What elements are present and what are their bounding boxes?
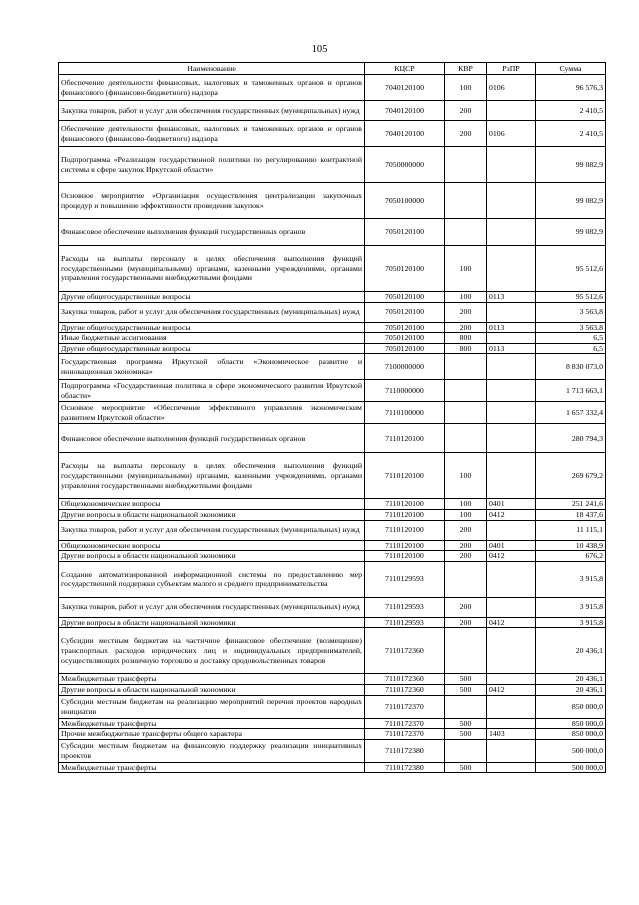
- cell-name: Расходы на выплаты персоналу в целях обеспечения выполнения функций государственными (муниципальными) органами, казенными учреждениями, органами управления государственными внебюджетными фондами: [59, 453, 365, 499]
- cell-kcsr: 7110129593: [365, 597, 445, 617]
- cell-rzpr: 1403: [487, 729, 536, 740]
- cell-kvr: 100: [445, 499, 487, 510]
- cell-rzpr: [487, 762, 536, 773]
- cell-kcsr: 7110120100: [365, 424, 445, 453]
- cell-sum: 6,5: [536, 343, 606, 354]
- cell-kvr: [445, 147, 487, 183]
- cell-kvr: 200: [445, 540, 487, 551]
- cell-rzpr: [487, 520, 536, 540]
- cell-kcsr: 7110172380: [365, 762, 445, 773]
- cell-sum: 2 410,5: [536, 101, 606, 121]
- cell-name: Прочие межбюджетные трансферты общего характера: [59, 729, 365, 740]
- table-row: [59, 424, 606, 453]
- cell-sum: 99 082,9: [536, 147, 606, 183]
- cell-sum: 95 512,6: [536, 246, 606, 292]
- header-sum: Сумма: [536, 63, 606, 75]
- cell-name: Межбюджетные трансферты: [59, 674, 365, 685]
- cell-kcsr: 7040120100: [365, 101, 445, 121]
- cell-kvr: 200: [445, 121, 487, 147]
- cell-rzpr: [487, 597, 536, 617]
- cell-rzpr: 0401: [487, 499, 536, 510]
- cell-kvr: 500: [445, 729, 487, 740]
- cell-name: Закупка товаров, работ и услуг для обеспечения государственных (муниципальных) нужд: [59, 597, 365, 617]
- cell-sum: 95 512,6: [536, 292, 606, 303]
- cell-sum: 8 830 073,0: [536, 354, 606, 380]
- cell-kvr: 500: [445, 684, 487, 695]
- cell-sum: 6,5: [536, 333, 606, 344]
- cell-sum: 850 000,0: [536, 718, 606, 729]
- header-kvr: КВР: [445, 63, 487, 75]
- cell-rzpr: [487, 695, 536, 718]
- table-row: [59, 354, 606, 380]
- cell-rzpr: [487, 628, 536, 674]
- cell-name: Другие вопросы в области национальной экономики: [59, 617, 365, 628]
- cell-sum: 99 082,9: [536, 183, 606, 219]
- cell-kvr: [445, 424, 487, 453]
- cell-sum: 3 915,8: [536, 597, 606, 617]
- cell-rzpr: 0412: [487, 551, 536, 562]
- table-row: [59, 402, 606, 424]
- cell-name: Другие вопросы в области национальной экономики: [59, 509, 365, 520]
- cell-sum: 500 000,0: [536, 762, 606, 773]
- cell-kcsr: 7050120100: [365, 246, 445, 292]
- cell-sum: 850 000,0: [536, 729, 606, 740]
- cell-rzpr: [487, 246, 536, 292]
- table-row: [59, 509, 606, 520]
- cell-kvr: [445, 739, 487, 762]
- cell-rzpr: [487, 302, 536, 322]
- cell-name: Другие вопросы в области национальной экономики: [59, 551, 365, 562]
- cell-kvr: 500: [445, 674, 487, 685]
- table-row: [59, 292, 606, 303]
- table-row: [59, 75, 606, 101]
- cell-name: Закупка товаров, работ и услуг для обеспечения государственных (муниципальных) нужд: [59, 101, 365, 121]
- cell-kcsr: 7110172370: [365, 718, 445, 729]
- cell-sum: 269 679,2: [536, 453, 606, 499]
- cell-kcsr: 7110172360: [365, 628, 445, 674]
- cell-kcsr: 7110120100: [365, 509, 445, 520]
- cell-name: Субсидии местным бюджетам на реализацию мероприятий перечня проектов народных инициатив: [59, 695, 365, 718]
- cell-sum: 2 410,5: [536, 121, 606, 147]
- cell-kvr: [445, 628, 487, 674]
- cell-sum: 11 115,1: [536, 520, 606, 540]
- table-row: [59, 684, 606, 695]
- table-row: [59, 674, 606, 685]
- cell-kvr: [445, 402, 487, 424]
- table-row: [59, 246, 606, 292]
- cell-rzpr: [487, 101, 536, 121]
- cell-kcsr: 7110120100: [365, 551, 445, 562]
- cell-kcsr: 7110100000: [365, 402, 445, 424]
- cell-sum: 96 576,3: [536, 75, 606, 101]
- cell-kcsr: 7050120100: [365, 322, 445, 333]
- cell-name: Обеспечение деятельности финансовых, налоговых и таможенных органов и органов финансового (финансово-бюджетного) надзора: [59, 121, 365, 147]
- cell-kvr: [445, 183, 487, 219]
- table-row: [59, 718, 606, 729]
- cell-sum: 99 082,9: [536, 219, 606, 246]
- cell-kvr: 200: [445, 322, 487, 333]
- cell-kcsr: 7110120100: [365, 453, 445, 499]
- cell-rzpr: 0412: [487, 684, 536, 695]
- table-row: [59, 739, 606, 762]
- cell-name: Государственная программа Иркутской области «Экономическое развитие и инновационная экономика»: [59, 354, 365, 380]
- table-row: [59, 219, 606, 246]
- table-row: [59, 520, 606, 540]
- cell-name: Финансовое обеспечение выполнения функций государственных органов: [59, 219, 365, 246]
- cell-kcsr: 7100000000: [365, 354, 445, 380]
- cell-rzpr: 0106: [487, 75, 536, 101]
- cell-sum: 1 657 332,4: [536, 402, 606, 424]
- cell-kcsr: 7110120100: [365, 540, 445, 551]
- cell-name: Общеэкономические вопросы: [59, 540, 365, 551]
- table-row: [59, 695, 606, 718]
- cell-kcsr: 7040120100: [365, 75, 445, 101]
- cell-rzpr: [487, 561, 536, 597]
- cell-kcsr: 7050120100: [365, 302, 445, 322]
- cell-sum: 20 436,1: [536, 684, 606, 695]
- cell-rzpr: [487, 333, 536, 344]
- cell-sum: 1 713 663,1: [536, 380, 606, 402]
- table-row: [59, 147, 606, 183]
- cell-kvr: 200: [445, 617, 487, 628]
- cell-kvr: [445, 354, 487, 380]
- cell-rzpr: [487, 424, 536, 453]
- table-row: [59, 101, 606, 121]
- table-row: [59, 499, 606, 510]
- table-row: [59, 561, 606, 597]
- cell-kvr: [445, 561, 487, 597]
- table-row: [59, 762, 606, 773]
- cell-sum: 10 438,9: [536, 540, 606, 551]
- table-row: [59, 453, 606, 499]
- cell-name: Расходы на выплаты персоналу в целях обеспечения выполнения функций государственными (муниципальными) органами, казенными учреждениями, органами управления государственными внебюджетными фондами: [59, 246, 365, 292]
- cell-kvr: [445, 695, 487, 718]
- table-body: [59, 75, 606, 773]
- cell-rzpr: [487, 453, 536, 499]
- cell-kcsr: 7110000000: [365, 380, 445, 402]
- page-number: 105: [311, 44, 328, 55]
- cell-name: Основное мероприятие «Организация осуществления централизации закупочных процедур и повышение эффективности проведения закупок»: [59, 183, 365, 219]
- table-row: [59, 183, 606, 219]
- cell-kvr: 200: [445, 302, 487, 322]
- cell-name: Основное мероприятие «Обеспечение эффективного управления экономическим развитием Иркутской области»: [59, 402, 365, 424]
- cell-name: Другие общегосударственные вопросы: [59, 292, 365, 303]
- cell-kvr: 100: [445, 292, 487, 303]
- cell-rzpr: 0113: [487, 322, 536, 333]
- cell-name: Закупка товаров, работ и услуг для обеспечения государственных (муниципальных) нужд: [59, 302, 365, 322]
- table-row: [59, 597, 606, 617]
- cell-kcsr: 7110172360: [365, 674, 445, 685]
- cell-rzpr: 0106: [487, 121, 536, 147]
- header-name: Наименование: [59, 63, 365, 75]
- cell-kvr: 500: [445, 762, 487, 773]
- cell-name: Субсидии местным бюджетам на частичное финансовое обеспечение (возмещение) транспортных расходов юридических лиц и индивидуальных предпринимателей, осуществляющих розничную торговлю и доставку продовольственных товаров: [59, 628, 365, 674]
- cell-kvr: 200: [445, 551, 487, 562]
- cell-kvr: 200: [445, 101, 487, 121]
- cell-sum: 3 563,8: [536, 302, 606, 322]
- cell-rzpr: [487, 219, 536, 246]
- cell-name: Межбюджетные трансферты: [59, 718, 365, 729]
- cell-kcsr: 7040120100: [365, 121, 445, 147]
- table-row: [59, 121, 606, 147]
- cell-kvr: 800: [445, 333, 487, 344]
- cell-kcsr: 7050120100: [365, 333, 445, 344]
- cell-sum: 20 436,1: [536, 628, 606, 674]
- cell-name: Создание автоматизированной информационной системы по предоставлению мер государственной поддержки субъектам малого и среднего предпринимательства: [59, 561, 365, 597]
- cell-rzpr: 0401: [487, 540, 536, 551]
- table-row: [59, 540, 606, 551]
- cell-rzpr: [487, 739, 536, 762]
- cell-name: Другие общегосударственные вопросы: [59, 322, 365, 333]
- cell-name: Обеспечение деятельности финансовых, налоговых и таможенных органов и органов финансового (финансово-бюджетного) надзора: [59, 75, 365, 101]
- cell-name: Подпрограмма «Государственная политика в сфере экономического развития Иркутской области»: [59, 380, 365, 402]
- cell-sum: 676,2: [536, 551, 606, 562]
- cell-sum: 251 241,6: [536, 499, 606, 510]
- cell-kcsr: 7110172370: [365, 695, 445, 718]
- cell-rzpr: 0412: [487, 617, 536, 628]
- cell-rzpr: 0113: [487, 343, 536, 354]
- cell-sum: 280 794,3: [536, 424, 606, 453]
- cell-name: Подпрограмма «Реализация государственной политики по регулированию контрактной системы в сфере закупок Иркутской области»: [59, 147, 365, 183]
- cell-name: Другие вопросы в области национальной экономики: [59, 684, 365, 695]
- table-row: [59, 322, 606, 333]
- cell-kcsr: 7110172370: [365, 729, 445, 740]
- cell-kcsr: 7110120100: [365, 499, 445, 510]
- cell-kvr: 100: [445, 246, 487, 292]
- cell-kcsr: 7050120100: [365, 219, 445, 246]
- cell-sum: 500 000,0: [536, 739, 606, 762]
- cell-kvr: 100: [445, 75, 487, 101]
- cell-rzpr: [487, 380, 536, 402]
- table-header-row: [59, 63, 606, 75]
- table-row: [59, 380, 606, 402]
- cell-rzpr: 0113: [487, 292, 536, 303]
- cell-kcsr: 7050000000: [365, 147, 445, 183]
- cell-kvr: 100: [445, 509, 487, 520]
- cell-kcsr: 7110129593: [365, 561, 445, 597]
- budget-table: [58, 62, 606, 773]
- cell-sum: 3 915,8: [536, 561, 606, 597]
- cell-rzpr: [487, 402, 536, 424]
- cell-name: Субсидии местным бюджетам на финансовую поддержку реализации инициативных проектов: [59, 739, 365, 762]
- cell-kvr: [445, 219, 487, 246]
- cell-rzpr: [487, 718, 536, 729]
- cell-kcsr: 7110129593: [365, 617, 445, 628]
- cell-kvr: [445, 380, 487, 402]
- cell-sum: 18 437,6: [536, 509, 606, 520]
- table-row: [59, 628, 606, 674]
- cell-kvr: 500: [445, 718, 487, 729]
- cell-rzpr: [487, 354, 536, 380]
- cell-sum: 20 436,1: [536, 674, 606, 685]
- cell-sum: 3 563,8: [536, 322, 606, 333]
- cell-kvr: 200: [445, 520, 487, 540]
- cell-name: Межбюджетные трансферты: [59, 762, 365, 773]
- cell-sum: 3 915,8: [536, 617, 606, 628]
- cell-name: Финансовое обеспечение выполнения функций государственных органов: [59, 424, 365, 453]
- cell-rzpr: [487, 183, 536, 219]
- table-row: [59, 617, 606, 628]
- table-row: [59, 333, 606, 344]
- cell-rzpr: 0412: [487, 509, 536, 520]
- cell-rzpr: [487, 147, 536, 183]
- cell-name: Закупка товаров, работ и услуг для обеспечения государственных (муниципальных) нужд: [59, 520, 365, 540]
- cell-kcsr: 7110172360: [365, 684, 445, 695]
- header-rzpr: РзПР: [487, 63, 536, 75]
- cell-kcsr: 7050120100: [365, 343, 445, 354]
- table-row: [59, 343, 606, 354]
- header-kcsr: КЦСР: [365, 63, 445, 75]
- cell-sum: 850 000,0: [536, 695, 606, 718]
- cell-name: Общеэкономические вопросы: [59, 499, 365, 510]
- table-row: [59, 551, 606, 562]
- table-row: [59, 302, 606, 322]
- cell-name: Иные бюджетные ассигнования: [59, 333, 365, 344]
- cell-kcsr: 7050100000: [365, 183, 445, 219]
- cell-kvr: 800: [445, 343, 487, 354]
- cell-kcsr: 7110172380: [365, 739, 445, 762]
- cell-rzpr: [487, 674, 536, 685]
- table-row: [59, 729, 606, 740]
- cell-kvr: 200: [445, 597, 487, 617]
- cell-name: Другие общегосударственные вопросы: [59, 343, 365, 354]
- cell-kcsr: 7110120100: [365, 520, 445, 540]
- cell-kvr: 100: [445, 453, 487, 499]
- cell-kcsr: 7050120100: [365, 292, 445, 303]
